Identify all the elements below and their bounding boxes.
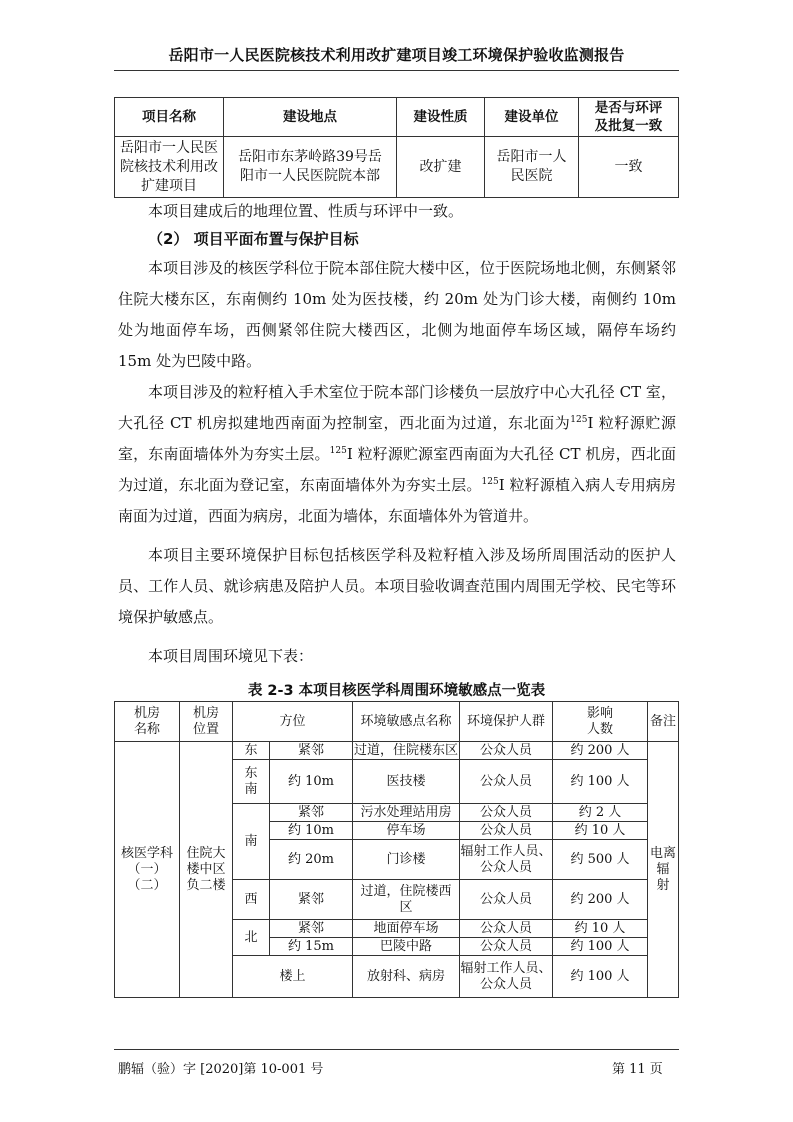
footer-page-number: 第 11 页	[612, 1062, 663, 1077]
table-header-row	[115, 98, 679, 137]
cell-direction: 北	[233, 920, 270, 956]
cell-location: 岳阳市东茅岭路39号岳阳市一人民医院院本部	[224, 137, 397, 198]
cell-direction: 楼上	[233, 956, 353, 998]
cell-count: 约 200 人	[553, 742, 648, 760]
cell-room-name: 核医学科 （一） （二）	[115, 742, 180, 998]
cell-group: 公众人员	[460, 822, 553, 840]
project-info-table	[114, 97, 679, 198]
cell-count: 约 100 人	[553, 956, 648, 998]
paragraph-layout-nuclear: 本项目涉及的核医学科位于院本部住院大楼中区，位于医院场地北侧，东侧紧邻住院大楼东区，东南侧约 10m 处为医技楼，约 20m 处为门诊大楼，南侧约 10m 处为地面停车场，西侧紧邻住院大楼西区，北侧为地面停车场区域，隔停车场约 15m 处为巴陵中路。	[118, 259, 676, 370]
footer-rule	[114, 1049, 679, 1050]
cell-group: 公众人员	[460, 742, 553, 760]
th-direction: 方位	[233, 702, 353, 742]
th-project-name: 项目名称	[115, 98, 224, 137]
cell-point: 放射科、病房	[353, 956, 460, 998]
cell-count: 约 10 人	[553, 822, 648, 840]
th-remark: 备注	[648, 702, 679, 742]
th-location: 建设地点	[224, 98, 397, 137]
cell-group: 公众人员	[460, 880, 553, 920]
cell-group: 公众人员	[460, 804, 553, 822]
cell-count: 约 100 人	[553, 760, 648, 804]
header-rule	[114, 70, 679, 71]
cell-distance: 约 20m	[270, 840, 353, 880]
th-nature: 建设性质	[397, 98, 485, 137]
paragraph-location: 本项目建成后的地理位置、性质与环评中一致。	[148, 202, 464, 220]
paragraph-protection-targets: 本项目主要环境保护目标包括核医学科及粒籽植入涉及场所周围活动的医护人员、工作人员、就诊病患及陪护人员。本项目验收调查范围内周围无学校、民宅等环境保护敏感点。	[118, 546, 676, 626]
page-header-title: 岳阳市一人民医院核技术利用改扩建项目竣工环境保护验收监测报告	[168, 46, 625, 64]
cell-point: 污水处理站用房	[353, 804, 460, 822]
cell-point: 医技楼	[353, 760, 460, 804]
cell-point: 门诊楼	[353, 840, 460, 880]
cell-group: 公众人员	[460, 760, 553, 804]
cell-direction: 东	[233, 742, 270, 760]
cell-group: 公众人员	[460, 920, 553, 938]
section-subheading: （2） 项目平面布置与保护目标	[148, 230, 359, 248]
th-room-position: 机房 位置	[180, 702, 233, 742]
cell-distance: 约 15m	[270, 938, 353, 956]
cell-point: 停车场	[353, 822, 460, 840]
th-room-name: 机房 名称	[115, 702, 180, 742]
cell-project-name: 岳阳市一人民医院核技术利用改扩建项目	[115, 137, 224, 198]
cell-count: 约 500 人	[553, 840, 648, 880]
cell-count: 约 10 人	[553, 920, 648, 938]
cell-count: 约 100 人	[553, 938, 648, 956]
cell-unit: 岳阳市一人民医院	[485, 137, 579, 198]
sensitive-points-table	[114, 701, 679, 998]
cell-point: 过道，住院楼西 区	[353, 880, 460, 920]
cell-remark: 电离辐 射	[648, 742, 679, 998]
cell-group: 辐射工作人员、 公众人员	[460, 956, 553, 998]
table-row	[115, 742, 679, 760]
cell-direction: 西	[233, 880, 270, 920]
cell-direction: 南	[233, 804, 270, 880]
cell-distance: 紧邻	[270, 742, 353, 760]
cell-distance: 约 10m	[270, 760, 353, 804]
cell-distance: 约 10m	[270, 822, 353, 840]
paragraph-layout-seed: 本项目涉及的粒籽植入手术室位于院本部门诊楼负一层放疗中心大孔径 CT 室，大孔径 CT 机房拟建地西南面为控制室，西北面为过道，东北面为$^{125}$I 粒籽源贮源室，东南面墙体外为夯实土层。$^{125}$I 粒籽源贮源室西南面为大孔径 CT 机房，西北面为过道，东北面为登记室，东南面墙体外为夯实土层。$^{125}$I 粒籽源植入病人专用病房南面为过道，西面为病房，北面为墙体，东面墙体外为管道井。	[118, 383, 676, 525]
th-unit: 建设单位	[485, 98, 579, 137]
cell-count: 约 200 人	[553, 880, 648, 920]
cell-count: 约 2 人	[553, 804, 648, 822]
cell-group: 辐射工作人员、 公众人员	[460, 840, 553, 880]
table-row	[115, 137, 679, 198]
table-caption: 表 2-3 本项目核医学科周围环境敏感点一览表	[247, 683, 546, 699]
th-affected-count: 影响 人数	[553, 702, 648, 742]
cell-nature: 改扩建	[397, 137, 485, 198]
cell-direction: 东 南	[233, 760, 270, 804]
th-consistent: 是否与环评 及批复一致	[579, 98, 679, 137]
cell-distance: 紧邻	[270, 920, 353, 938]
cell-point: 巴陵中路	[353, 938, 460, 956]
th-sensitive-point: 环境敏感点名称	[353, 702, 460, 742]
paragraph-table-intro: 本项目周围环境见下表：	[148, 647, 314, 665]
footer-doc-number: 鹏辐（验）字 [2020]第 10-001 号	[118, 1062, 324, 1077]
cell-distance: 紧邻	[270, 880, 353, 920]
cell-distance: 紧邻	[270, 804, 353, 822]
cell-point: 地面停车场	[353, 920, 460, 938]
cell-room-position: 住院大 楼中区 负二楼	[180, 742, 233, 998]
cell-point: 过道，住院楼东区	[353, 742, 458, 758]
cell-group: 公众人员	[460, 938, 553, 956]
th-protected-group: 环境保护人群	[460, 702, 553, 742]
cell-consistent: 一致	[579, 137, 679, 198]
table-header-row	[115, 702, 679, 742]
